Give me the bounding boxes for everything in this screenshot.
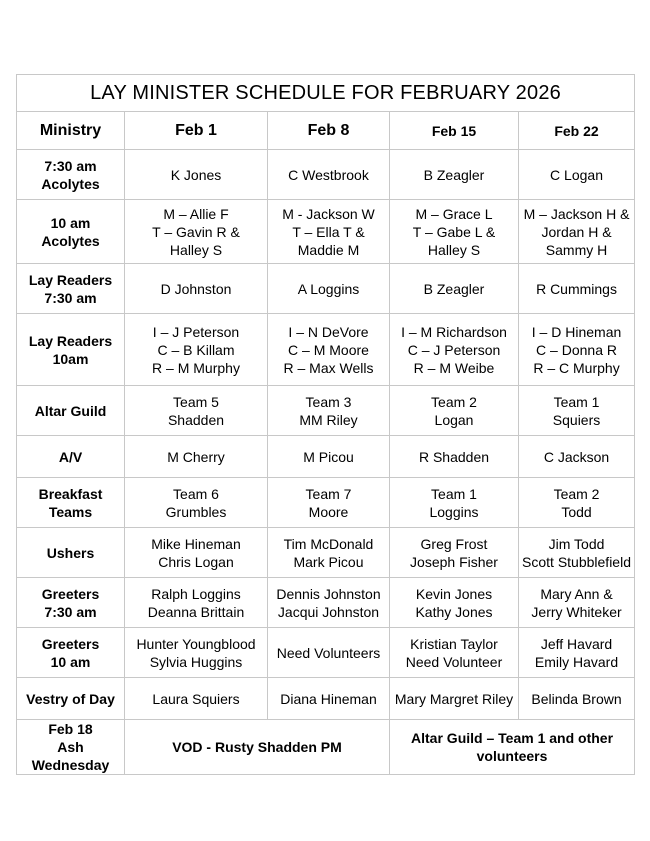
- assignment-line: Need Volunteers: [276, 644, 381, 661]
- assignment-line: B Zeagler: [423, 280, 485, 297]
- schedule-cell: [268, 578, 390, 628]
- assignment-line: K Jones: [170, 166, 222, 183]
- assignment-line: Mike Hineman: [151, 535, 241, 552]
- header-feb-22: Feb 22: [519, 112, 635, 150]
- ministry-label-line: 10 am: [50, 653, 91, 670]
- assignment-line: Laura Squiers: [152, 690, 240, 707]
- schedule-cell: [519, 314, 635, 386]
- schedule-cell: [268, 314, 390, 386]
- assignment-line: Team 5: [173, 393, 219, 410]
- assignment-line: Mary Ann &: [540, 585, 613, 602]
- ash-wednesday-vod: VOD - Rusty Shadden PM: [125, 720, 390, 775]
- ash-wednesday-label-line: Feb 18: [48, 721, 93, 737]
- schedule-body: [17, 150, 635, 720]
- assignment-line: C Logan: [550, 166, 603, 183]
- schedule-cell: [268, 386, 390, 436]
- schedule-cell: [390, 314, 519, 386]
- assignment-line: Jordan H &: [541, 223, 612, 240]
- schedule-row: [17, 436, 635, 478]
- assignment-line: B Zeagler: [423, 166, 485, 183]
- ash-wednesday-altar-guild: Altar Guild – Team 1 and other volunteers: [390, 720, 635, 775]
- ministry-label-line: Acolytes: [41, 232, 100, 249]
- schedule-cell: [125, 150, 268, 200]
- schedule-row: [17, 578, 635, 628]
- assignment-line: I – J Peterson: [152, 323, 240, 340]
- assignment-line: R Cummings: [536, 280, 617, 297]
- schedule-cell: [519, 264, 635, 314]
- assignment-line: M – Grace L: [415, 205, 493, 222]
- schedule-row: [17, 200, 635, 264]
- assignment-line: C – J Peterson: [407, 341, 501, 358]
- assignment-line: C – B Killam: [157, 341, 235, 358]
- ministry-label-line: A/V: [58, 448, 83, 465]
- schedule-cell: [390, 264, 519, 314]
- ministry-label-line: Altar Guild: [34, 402, 107, 419]
- schedule-row: [17, 628, 635, 678]
- schedule-cell: [519, 150, 635, 200]
- assignment-line: Team 7: [305, 485, 352, 502]
- ministry-label: [17, 200, 125, 264]
- schedule-cell: [125, 436, 268, 478]
- assignment-line: Logan: [434, 411, 474, 428]
- ministry-label-line: 10 am: [50, 214, 91, 231]
- assignment-line: Deanna Brittain: [147, 603, 245, 620]
- schedule-cell: [125, 678, 268, 720]
- assignment-line: M – Allie F: [163, 205, 229, 222]
- assignment-line: Ralph Loggins: [151, 585, 241, 602]
- schedule-row: [17, 314, 635, 386]
- ministry-label-line: 10am: [52, 350, 89, 367]
- assignment-line: Team 2: [553, 485, 600, 502]
- assignment-line: Team 6: [173, 485, 219, 502]
- assignment-line: Chris Logan: [158, 553, 234, 570]
- schedule-row: [17, 386, 635, 436]
- assignment-line: Jacqui Johnston: [277, 603, 380, 620]
- assignment-line: Jim Todd: [548, 535, 605, 552]
- schedule-row: [17, 264, 635, 314]
- schedule-cell: [519, 578, 635, 628]
- assignment-line: Hunter Youngblood: [136, 635, 256, 652]
- title-row: [17, 75, 635, 112]
- assignment-line: Need Volunteer: [405, 653, 503, 670]
- schedule-cell: [125, 386, 268, 436]
- assignment-line: M Picou: [303, 448, 354, 465]
- schedule-cell: [125, 628, 268, 678]
- schedule-cell: [268, 436, 390, 478]
- assignment-line: Belinda Brown: [531, 690, 622, 707]
- assignment-line: Team 1: [553, 393, 600, 410]
- assignment-line: Team 3: [305, 393, 352, 410]
- assignment-line: Maddie M: [297, 241, 360, 258]
- assignment-line: Mark Picou: [293, 553, 364, 570]
- assignment-line: I – N DeVore: [288, 323, 369, 340]
- assignment-line: Sylvia Huggins: [149, 653, 243, 670]
- ministry-label-line: 7:30 am: [44, 289, 97, 306]
- ministry-label: [17, 264, 125, 314]
- assignment-line: Emily Havard: [534, 653, 619, 670]
- assignment-line: Joseph Fisher: [410, 553, 498, 570]
- assignment-line: R Shadden: [418, 448, 490, 465]
- assignment-line: R – M Murphy: [152, 359, 240, 376]
- schedule-cell: [390, 528, 519, 578]
- header-row: [17, 112, 635, 150]
- schedule-cell: [519, 386, 635, 436]
- assignment-line: Kevin Jones: [415, 585, 493, 602]
- ministry-label-line: Acolytes: [41, 175, 100, 192]
- assignment-line: Jeff Havard: [540, 635, 613, 652]
- header-feb-15: Feb 15: [390, 112, 519, 150]
- assignment-line: I – D Hineman: [531, 323, 622, 340]
- assignment-line: M - Jackson W: [282, 205, 375, 222]
- assignment-line: Team 2: [431, 393, 477, 410]
- assignment-line: T – Gavin R &: [152, 223, 240, 240]
- header-feb-1: Feb 1: [125, 112, 268, 150]
- schedule-cell: [519, 678, 635, 720]
- schedule-row: [17, 478, 635, 528]
- ministry-label: [17, 628, 125, 678]
- schedule-title: LAY MINISTER SCHEDULE FOR FEBRUARY 2026: [17, 75, 635, 112]
- assignment-line: Kathy Jones: [415, 603, 493, 620]
- assignment-line: R – Max Wells: [283, 359, 374, 376]
- assignment-line: Halley S: [169, 241, 223, 258]
- assignment-line: Loggins: [429, 503, 479, 520]
- ministry-label: [17, 386, 125, 436]
- assignment-line: Shadden: [167, 411, 225, 428]
- ministry-label-line: Teams: [48, 503, 93, 520]
- schedule-cell: [519, 478, 635, 528]
- ministry-label-line: Lay Readers: [28, 271, 113, 288]
- ministry-label: [17, 678, 125, 720]
- ministry-label-line: Vestry of Day: [26, 690, 115, 707]
- assignment-line: Moore: [308, 503, 349, 520]
- schedule-cell: [268, 628, 390, 678]
- schedule-cell: [125, 478, 268, 528]
- assignment-line: C Westbrook: [288, 166, 369, 183]
- schedule-cell: [125, 528, 268, 578]
- assignment-line: R – C Murphy: [533, 359, 620, 376]
- assignment-line: D Johnston: [160, 280, 232, 297]
- assignment-line: Sammy H: [545, 241, 608, 258]
- schedule-cell: [268, 678, 390, 720]
- assignment-line: MM Riley: [299, 411, 358, 428]
- ash-wednesday-label-line: Ash Wednesday: [31, 739, 110, 773]
- assignment-line: Grumbles: [165, 503, 227, 520]
- assignment-line: T – Gabe L &: [412, 223, 496, 240]
- assignment-line: Todd: [561, 503, 592, 520]
- schedule-cell: [390, 678, 519, 720]
- schedule-cell: [390, 200, 519, 264]
- ministry-label-line: Greeters: [41, 635, 100, 652]
- schedule-cell: [125, 314, 268, 386]
- schedule-cell: [519, 200, 635, 264]
- assignment-line: T – Ella T &: [292, 223, 365, 240]
- schedule-cell: [268, 150, 390, 200]
- assignment-line: Jerry Whiteker: [531, 603, 622, 620]
- ministry-label: [17, 528, 125, 578]
- header-feb-8: Feb 8: [268, 112, 390, 150]
- assignment-line: M – Jackson H &: [523, 205, 630, 222]
- schedule-cell: [268, 528, 390, 578]
- schedule-cell: [390, 386, 519, 436]
- assignment-line: Greg Frost: [420, 535, 488, 552]
- ministry-label: [17, 578, 125, 628]
- ash-wednesday-label: [17, 720, 125, 775]
- ministry-label-line: Breakfast: [38, 485, 103, 502]
- schedule-cell: [268, 478, 390, 528]
- ministry-label-line: Lay Readers: [28, 332, 113, 349]
- ministry-label-line: 7:30 am: [44, 603, 97, 620]
- assignment-line: Scott Stubblefield: [522, 553, 631, 570]
- schedule-cell: [390, 578, 519, 628]
- assignment-line: Team 1: [431, 485, 477, 502]
- assignment-line: C Jackson: [543, 448, 610, 465]
- assignment-line: C – Donna R: [536, 341, 617, 358]
- schedule-cell: [125, 578, 268, 628]
- assignment-line: Kristian Taylor: [410, 635, 498, 652]
- assignment-line: C – M Moore: [288, 341, 369, 358]
- assignment-line: Dennis Johnston: [276, 585, 381, 602]
- schedule-cell: [519, 628, 635, 678]
- schedule-table: [16, 74, 635, 775]
- schedule-cell: [519, 436, 635, 478]
- ministry-label-line: 7:30 am: [44, 157, 97, 174]
- ministry-label: [17, 436, 125, 478]
- schedule-cell: [390, 150, 519, 200]
- schedule-row: [17, 150, 635, 200]
- schedule-cell: [125, 264, 268, 314]
- schedule-cell: [519, 528, 635, 578]
- ash-wednesday-row: [17, 720, 635, 775]
- ministry-label: [17, 150, 125, 200]
- header-ministry: Ministry: [17, 112, 125, 150]
- assignment-line: Mary Margret Riley: [394, 690, 514, 707]
- assignment-line: Halley S: [427, 241, 481, 258]
- assignment-line: M Cherry: [167, 448, 225, 465]
- ministry-label: [17, 314, 125, 386]
- assignment-line: A Loggins: [297, 280, 360, 297]
- ministry-label-line: Greeters: [41, 585, 100, 602]
- schedule-cell: [390, 478, 519, 528]
- ministry-label-line: Ushers: [46, 544, 95, 561]
- ministry-label: [17, 478, 125, 528]
- schedule-cell: [390, 436, 519, 478]
- schedule-row: [17, 678, 635, 720]
- schedule-cell: [390, 628, 519, 678]
- assignment-line: R – M Weibe: [413, 359, 495, 376]
- assignment-line: I – M Richardson: [401, 323, 507, 340]
- schedule-cell: [268, 264, 390, 314]
- schedule-row: [17, 528, 635, 578]
- assignment-line: Tim McDonald: [283, 535, 374, 552]
- schedule-cell: [268, 200, 390, 264]
- schedule-cell: [125, 200, 268, 264]
- assignment-line: Squiers: [552, 411, 601, 428]
- assignment-line: Diana Hineman: [280, 690, 377, 707]
